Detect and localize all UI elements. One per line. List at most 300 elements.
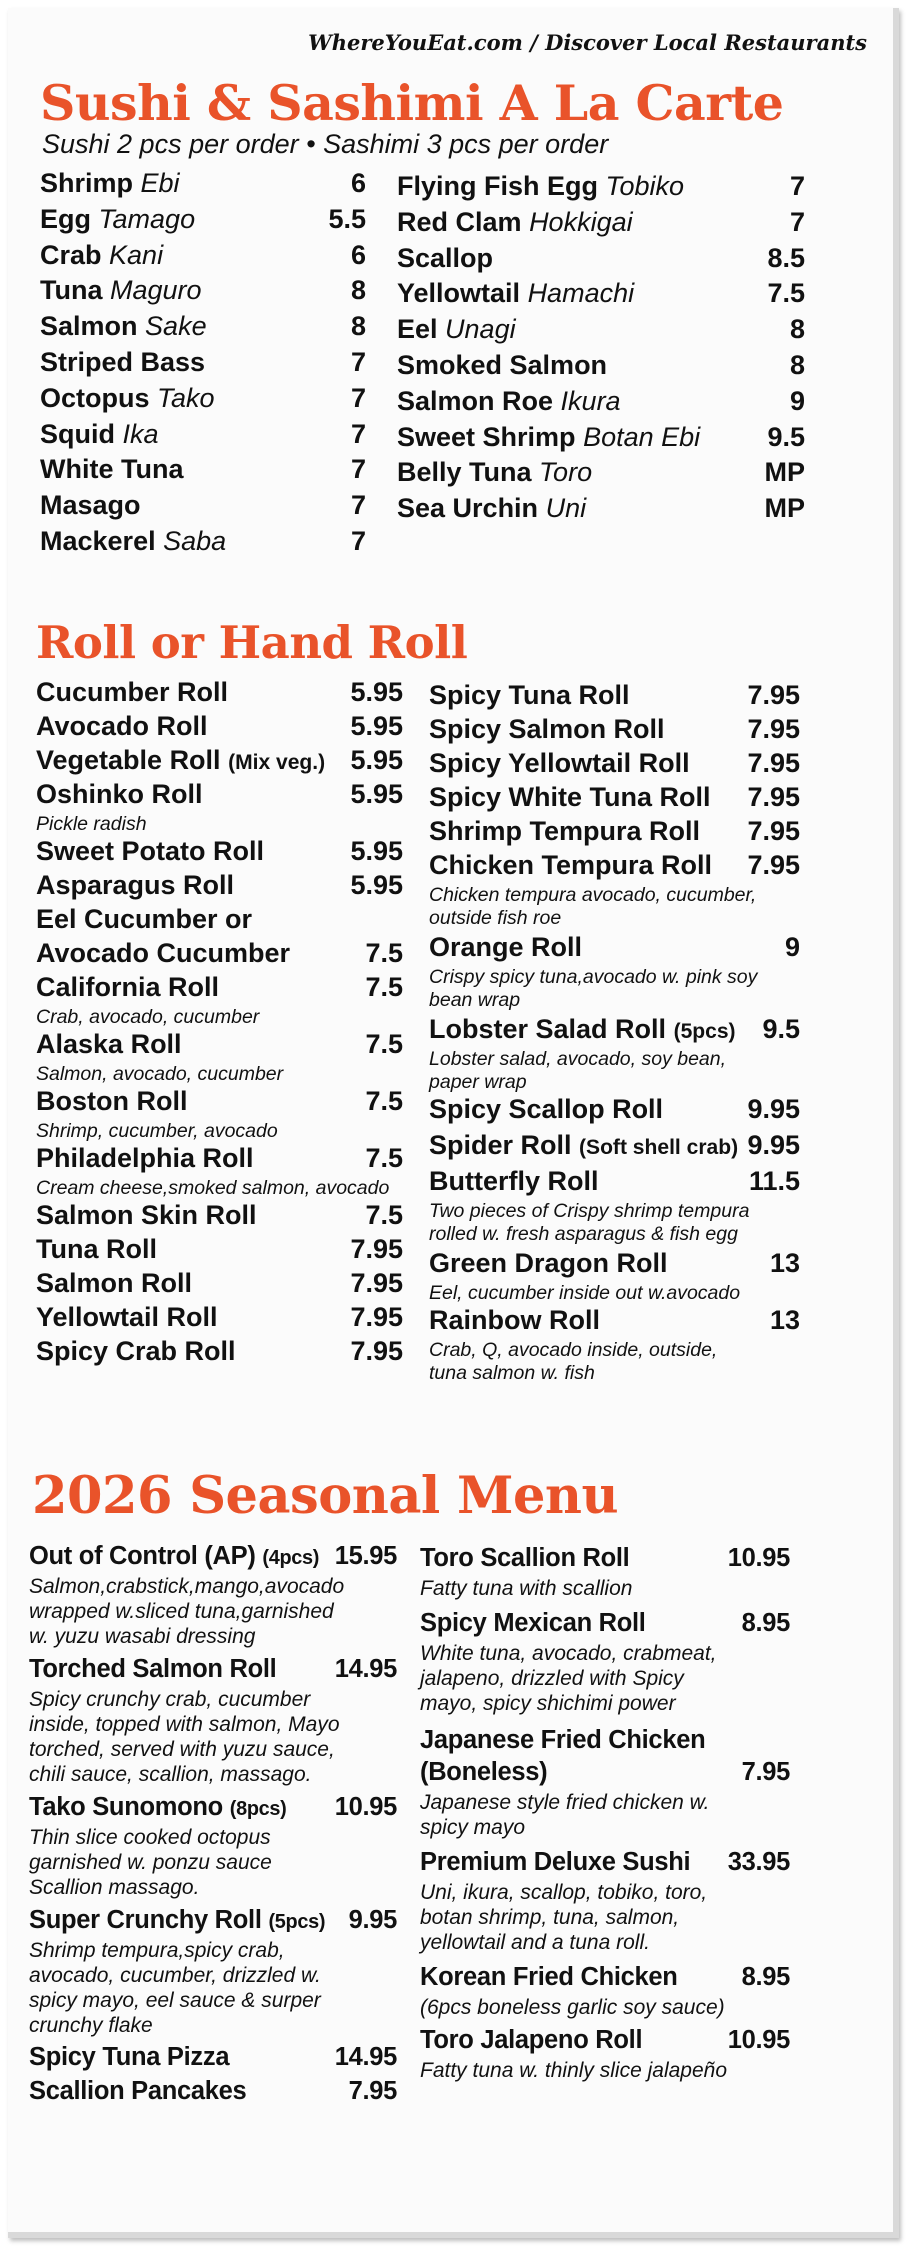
menu-item-name — [429, 1166, 599, 1197]
menu-item — [36, 938, 403, 972]
menu-item — [420, 2026, 790, 2083]
menu-item-price: 5.95 — [350, 779, 403, 809]
menu-item-japanese-name: Tobiko — [605, 171, 685, 201]
menu-item-name-text: Vegetable Roll — [36, 745, 221, 775]
menu-item-name-text: Crab — [40, 239, 102, 270]
menu-item — [40, 240, 366, 276]
menu-item-name-text: Shrimp Tempura Roll — [429, 816, 701, 846]
menu-item — [40, 454, 366, 490]
menu-item-name-text: Tuna Roll — [36, 1234, 157, 1264]
menu-item — [397, 422, 805, 458]
menu-item-name-text: Japanese Fried Chicken — [420, 1726, 706, 1754]
menu-item-row — [397, 493, 805, 529]
menu-item-name — [420, 1758, 547, 1787]
menu-item-name-text: Eel Cucumber or — [36, 904, 253, 934]
menu-item-name — [429, 680, 630, 711]
menu-item-note: (5pcs) — [268, 1911, 326, 1933]
menu-item-price: 9.95 — [747, 1130, 800, 1160]
menu-item-row — [29, 2077, 397, 2109]
menu-item — [429, 782, 800, 816]
menu-item-row — [40, 204, 366, 240]
menu-item-price: 8 — [789, 349, 805, 380]
menu-item — [429, 816, 800, 850]
menu-item-name — [40, 383, 215, 414]
menu-item-name-text: Egg — [40, 203, 91, 234]
menu-item-japanese-name: Botan Ebi — [583, 421, 701, 452]
menu-item-row — [420, 1609, 790, 1641]
menu-item-row — [36, 1268, 403, 1302]
menu-item-japanese-name: Ebi — [140, 168, 180, 198]
menu-item-japanese-name: Saba — [163, 525, 227, 556]
menu-item — [36, 1302, 403, 1336]
menu-item-name-text: Spicy Mexican Roll — [420, 1609, 646, 1637]
menu-item-row — [429, 748, 800, 782]
menu-item-row — [36, 904, 403, 938]
menu-item-row — [420, 2026, 790, 2058]
menu-item-name — [36, 972, 219, 1003]
menu-item — [36, 1336, 403, 1370]
menu-item — [40, 490, 366, 526]
menu-item-name-text: Super Crunchy Roll — [29, 1906, 262, 1934]
menu-item-name — [397, 207, 633, 238]
menu-item-description: jalapeno, drizzled with Spicy — [420, 1667, 684, 1690]
menu-item-row — [40, 526, 366, 562]
menu-item-price: 7.95 — [747, 782, 800, 812]
menu-item-description: tuna salmon w. fish — [429, 1362, 595, 1384]
menu-item-price: 7 — [350, 525, 366, 556]
menu-item-description: Salmon, avocado, cucumber — [36, 1063, 284, 1085]
menu-item — [397, 457, 805, 493]
menu-item-row — [36, 1234, 403, 1268]
menu-item-name-text: Yellowtail Roll — [36, 1302, 218, 1332]
menu-item-name — [397, 278, 634, 309]
menu-item-name — [36, 1336, 236, 1367]
menu-item-name — [429, 1094, 663, 1125]
menu-item-name-text: Spicy Salmon Roll — [429, 714, 665, 744]
menu-item — [429, 932, 800, 1012]
menu-item-row — [40, 383, 366, 419]
menu-item-price: 5.95 — [350, 870, 403, 900]
menu-item-row — [420, 1848, 790, 1880]
menu-item-name — [36, 904, 252, 935]
menu-item-name-text: White Tuna — [40, 454, 184, 485]
menu-item-price: 7.95 — [747, 850, 800, 880]
menu-item-price: 10.95 — [727, 2026, 790, 2054]
menu-item-price: 9.5 — [767, 421, 805, 452]
menu-item-japanese-name: Ikura — [560, 385, 621, 416]
sushi-sashimi-title: Sushi & Sashimi A La Carte — [40, 74, 784, 132]
menu-item — [36, 745, 403, 779]
menu-item-price: 7.95 — [350, 1336, 403, 1366]
menu-item-row — [397, 386, 805, 422]
menu-item-name — [429, 1014, 736, 1045]
menu-item — [429, 1014, 800, 1094]
menu-item-name — [29, 1655, 276, 1684]
menu-item-row — [29, 1655, 397, 1687]
roll-list-right — [429, 680, 800, 1385]
menu-item-row — [40, 240, 366, 276]
menu-item-price: MP — [764, 457, 805, 488]
menu-item-name — [420, 1544, 629, 1573]
menu-item-row — [29, 1793, 397, 1825]
menu-item — [429, 1305, 800, 1385]
menu-item — [36, 1234, 403, 1268]
menu-item-row — [397, 171, 805, 207]
menu-item — [40, 168, 366, 204]
menu-item-price: 7.5 — [365, 1200, 403, 1230]
menu-item-name — [40, 526, 226, 557]
menu-item-description: bean wrap — [429, 989, 521, 1011]
menu-item-price: 7.5 — [365, 1143, 403, 1173]
menu-item-name-text: Mackerel — [40, 525, 156, 556]
menu-item-price: 15.95 — [334, 1542, 397, 1570]
menu-item-description: Thin slice cooked octopus — [29, 1826, 271, 1849]
menu-item — [420, 1848, 790, 1955]
menu-item-name — [36, 677, 228, 708]
menu-item-price: 10.95 — [727, 1544, 790, 1572]
menu-item-row — [29, 1542, 397, 1574]
menu-item-name-text: Striped Bass — [40, 346, 206, 377]
menu-item-row — [429, 932, 800, 966]
menu-item-price: 9 — [789, 385, 805, 416]
menu-item-price: 7.5 — [365, 1029, 403, 1059]
menu-item-description: yellowtail and a tuna roll. — [420, 1931, 650, 1954]
menu-item — [397, 278, 805, 314]
menu-item-price: 14.95 — [334, 2043, 397, 2071]
menu-item-note: (5pcs) — [673, 1020, 736, 1043]
menu-item-name-text: Korean Fried Chicken — [420, 1963, 678, 1991]
menu-item-name-text: Sea Urchin — [397, 493, 539, 524]
menu-item — [420, 1544, 790, 1601]
menu-item-description: Japanese style fried chicken w. — [420, 1791, 710, 1814]
menu-item-name — [429, 932, 582, 963]
menu-item-name — [36, 870, 234, 901]
menu-item-row — [36, 1336, 403, 1370]
menu-item-price: 7.95 — [747, 680, 800, 710]
menu-item-description: botan shrimp, tuna, salmon, — [420, 1906, 680, 1929]
menu-item — [397, 386, 805, 422]
menu-item — [397, 171, 805, 207]
menu-item-row — [429, 782, 800, 816]
menu-item-row — [429, 1305, 800, 1339]
menu-item-description: paper wrap — [429, 1071, 527, 1093]
menu-item — [429, 1130, 800, 1164]
menu-item-price: 7.5 — [365, 972, 403, 1002]
menu-item — [40, 526, 366, 562]
menu-item-name — [429, 1305, 600, 1336]
menu-item-note: (Soft shell crab) — [579, 1136, 739, 1159]
menu-item-price: 7.95 — [348, 2077, 397, 2105]
menu-item-name-text: Chicken Tempura Roll — [429, 850, 713, 880]
menu-item-price: 7.95 — [350, 1234, 403, 1264]
menu-item-row — [36, 745, 403, 779]
menu-item-price: 8 — [350, 275, 366, 306]
menu-item-name — [397, 457, 592, 488]
menu-item-name-text: (Boneless) — [420, 1758, 548, 1786]
menu-item-name-text: Boston Roll — [36, 1086, 188, 1116]
menu-item-name-text: Spicy Tuna Pizza — [29, 2043, 230, 2071]
menu-item-description: Salmon,crabstick,mango,avocado — [29, 1575, 345, 1598]
menu-item-price: 5.95 — [350, 677, 403, 707]
menu-item-description: Two pieces of Crispy shrimp tempura — [429, 1200, 750, 1222]
menu-item-row — [420, 1758, 790, 1790]
menu-item-row — [36, 1302, 403, 1336]
menu-item-price: 7 — [789, 206, 805, 237]
menu-item-row — [40, 419, 366, 455]
menu-item-description: Eel, cucumber inside out w.avocado — [429, 1282, 741, 1304]
menu-item-name — [420, 1726, 705, 1755]
menu-item-description: rolled w. fresh asparagus & fish egg — [429, 1223, 738, 1245]
menu-item-name-text: Cucumber Roll — [36, 677, 229, 707]
sushi-list-right — [397, 171, 805, 529]
menu-item-row — [397, 243, 805, 279]
menu-item-description: White tuna, avocado, crabmeat, — [420, 1642, 717, 1665]
menu-item-name-text: Shrimp — [40, 168, 134, 198]
menu-item-price: 7.95 — [741, 1758, 790, 1786]
menu-item-row — [36, 1200, 403, 1234]
menu-item — [420, 1758, 790, 1840]
menu-item-row — [420, 1726, 790, 1758]
menu-item — [40, 419, 366, 455]
menu-item-description: chili sauce, scallion, massago. — [29, 1763, 312, 1786]
menu-item-name — [397, 386, 621, 417]
menu-item-japanese-name: Kani — [109, 239, 164, 270]
menu-item-description: spicy mayo, eel sauce & surper — [29, 1989, 321, 2012]
menu-item-name — [429, 816, 700, 847]
menu-item-row — [36, 779, 403, 813]
menu-item — [420, 1963, 790, 2020]
menu-item-row — [397, 457, 805, 493]
menu-item-name-text: Premium Deluxe Sushi — [420, 1848, 691, 1876]
menu-item-price: 7.5 — [365, 938, 403, 968]
menu-item-row — [36, 938, 403, 972]
menu-item-name-text: Avocado Roll — [36, 711, 208, 741]
menu-item-price: 8 — [350, 311, 366, 342]
menu-item — [40, 275, 366, 311]
menu-item-name — [36, 938, 290, 969]
menu-item-name — [40, 419, 159, 450]
menu-item-name — [397, 314, 516, 345]
menu-item-row — [429, 816, 800, 850]
watermark: WhereYouEat.com / Discover Local Restaurants — [308, 30, 867, 55]
menu-item-price: 8.95 — [741, 1609, 790, 1637]
menu-item-name-text: Belly Tuna — [397, 457, 532, 488]
menu-item-price: 7.95 — [747, 748, 800, 778]
menu-item-name-text: Scallion Pancakes — [29, 2077, 247, 2105]
seasonal-list-right — [420, 1544, 790, 2083]
menu-item-row — [36, 972, 403, 1006]
menu-item — [29, 1542, 397, 1649]
menu-item-row — [397, 314, 805, 350]
menu-item-name — [420, 1609, 646, 1638]
menu-item-description: avocado, cucumber, drizzled w. — [29, 1964, 321, 1987]
menu-item-price: 6 — [350, 239, 366, 270]
menu-item-name-text: Oshinko Roll — [36, 779, 203, 809]
menu-item-row — [40, 311, 366, 347]
menu-item-row — [397, 422, 805, 458]
menu-item-name-text: Spicy White Tuna Roll — [429, 782, 711, 812]
menu-item-name-text: Eel — [397, 314, 438, 345]
menu-item-description: torched, served with yuzu sauce, — [29, 1738, 335, 1761]
menu-item-name-text: Salmon Roll — [36, 1268, 193, 1298]
menu-item — [429, 1094, 800, 1128]
menu-item — [36, 1029, 403, 1086]
menu-item-description: Crab, avocado, cucumber — [36, 1006, 260, 1028]
menu-item-row — [40, 347, 366, 383]
menu-item-row — [29, 2043, 397, 2075]
menu-item — [36, 1268, 403, 1302]
menu-item — [36, 1200, 403, 1234]
menu-item-japanese-name: Unagi — [445, 314, 516, 345]
menu-item-description: outside fish roe — [429, 907, 562, 929]
menu-item-price: 7.5 — [767, 278, 805, 309]
menu-item-row — [429, 850, 800, 884]
menu-item-price: 33.95 — [727, 1848, 790, 1876]
menu-item-description: garnished w. ponzu sauce — [29, 1851, 272, 1874]
menu-item-description: Scallion massago. — [29, 1876, 200, 1899]
menu-item-name — [397, 171, 684, 202]
menu-item-name-text: Spicy Crab Roll — [36, 1336, 236, 1366]
menu-item-name-text: Sweet Shrimp — [397, 421, 576, 452]
menu-item-japanese-name: Hokkigai — [529, 206, 633, 237]
menu-item-name — [40, 240, 163, 271]
menu-item-name-text: Tako Sunomono — [29, 1793, 223, 1821]
menu-item-name-text: Butterfly Roll — [429, 1166, 599, 1196]
menu-item-price: 9.95 — [348, 1906, 397, 1934]
menu-item — [29, 2077, 397, 2109]
menu-item-row — [29, 1906, 397, 1938]
menu-item-japanese-name: Sake — [145, 311, 207, 342]
menu-item-price: 7.95 — [747, 714, 800, 744]
menu-item — [36, 1086, 403, 1143]
menu-item-name-text: Toro Jalapeno Roll — [420, 2026, 643, 2054]
menu-item-price: 9.5 — [762, 1014, 800, 1044]
menu-item-description: Shrimp tempura,spicy crab, — [29, 1939, 285, 1962]
menu-item-name — [29, 1906, 325, 1935]
menu-item-price: 7.5 — [365, 1086, 403, 1116]
menu-item-price: 5.95 — [350, 711, 403, 741]
menu-item-price: 14.95 — [334, 1655, 397, 1683]
menu-item-price: 9.95 — [747, 1094, 800, 1124]
menu-item — [429, 850, 800, 930]
menu-item — [420, 1726, 790, 1758]
menu-item-name — [420, 1848, 690, 1877]
menu-item-description: Shrimp, cucumber, avocado — [36, 1120, 278, 1142]
menu-item-row — [429, 1166, 800, 1200]
menu-item-name-text: Octopus — [40, 382, 150, 413]
menu-item-description: Fatty tuna with scallion — [420, 1577, 633, 1600]
menu-item — [40, 311, 366, 347]
menu-item-row — [36, 1143, 403, 1177]
menu-item-name — [397, 493, 586, 524]
menu-item-name — [429, 850, 712, 881]
menu-item-name-text: Salmon Skin Roll — [36, 1200, 257, 1230]
menu-item-description: Chicken tempura avocado, cucumber, — [429, 884, 757, 906]
menu-item-row — [36, 870, 403, 904]
menu-item-name — [29, 2077, 246, 2106]
menu-item-name-text: Spicy Tuna Roll — [429, 680, 630, 710]
menu-item-name-text: Spider Roll — [429, 1130, 572, 1160]
menu-item-description: Spicy crunchy crab, cucumber — [29, 1688, 311, 1711]
menu-item-price: 13 — [769, 1305, 800, 1335]
menu-item-row — [40, 168, 366, 204]
menu-item-row — [40, 275, 366, 311]
menu-item — [36, 870, 403, 904]
roll-list-left — [36, 677, 403, 1370]
menu-item-price: 5.95 — [350, 745, 403, 775]
menu-item-name — [40, 454, 183, 485]
menu-item — [397, 350, 805, 386]
menu-item-name — [36, 1200, 257, 1231]
menu-item-price: 9 — [784, 932, 800, 962]
menu-item-description: Uni, ikura, scallop, tobiko, toro, — [420, 1881, 708, 1904]
menu-item-price: 7 — [789, 171, 805, 201]
menu-item-name — [36, 779, 203, 810]
menu-item — [36, 1143, 403, 1200]
menu-item-name-text: Salmon — [40, 311, 138, 342]
menu-item-japanese-name: Hamachi — [527, 278, 635, 309]
menu-item-price: 7 — [350, 454, 366, 485]
menu-item-row — [420, 1963, 790, 1995]
menu-item-description: w. yuzu wasabi dressing — [29, 1625, 256, 1648]
menu-item-row — [429, 1094, 800, 1128]
menu-item-description: crunchy flake — [29, 2014, 153, 2037]
menu-item — [29, 1906, 397, 2038]
menu-item-name — [29, 2043, 229, 2072]
menu-item-description: Crab, Q, avocado inside, outside, — [429, 1339, 718, 1361]
menu-item-name-text: Avocado Cucumber — [36, 938, 291, 968]
menu-item-name — [397, 350, 607, 381]
menu-item-row — [40, 454, 366, 490]
menu-item-name-text: Red Clam — [397, 206, 522, 237]
menu-item-price: 6 — [350, 168, 366, 198]
menu-item — [36, 711, 403, 745]
menu-item-name — [36, 745, 325, 776]
menu-item-name — [40, 168, 180, 199]
menu-item-price: 8.95 — [741, 1963, 790, 1991]
menu-item-name-text: California Roll — [36, 972, 220, 1002]
menu-item-name — [429, 714, 665, 745]
menu-item — [429, 714, 800, 748]
menu-item-note: (Mix veg.) — [228, 751, 326, 774]
menu-item-name-text: Orange Roll — [429, 932, 583, 962]
menu-item-name-text: Alaska Roll — [36, 1029, 182, 1059]
menu-item-name — [29, 1793, 287, 1822]
menu-item-price: 8 — [789, 314, 805, 345]
menu-item-name-text: Salmon Roe — [397, 385, 554, 416]
menu-item-note: (4pcs) — [262, 1547, 320, 1569]
menu-item — [29, 2043, 397, 2075]
menu-item-row — [429, 680, 800, 714]
menu-item-name — [29, 1542, 319, 1571]
menu-item-name-text: Asparagus Roll — [36, 870, 235, 900]
menu-item-name — [36, 1029, 182, 1060]
menu-item-description: Crispy spicy tuna,avocado w. pink soy — [429, 966, 758, 988]
menu-item-price: 7 — [350, 346, 366, 377]
menu-item-row — [397, 278, 805, 314]
menu-item-description: inside, topped with salmon, Mayo — [29, 1713, 340, 1736]
menu-item-row — [36, 677, 403, 711]
menu-item — [36, 779, 403, 836]
menu-item-name-text: Out of Control (AP) — [29, 1542, 256, 1570]
menu-item-name — [429, 782, 711, 813]
menu-item-name-text: Squid — [40, 418, 115, 449]
menu-item-japanese-name: Tamago — [98, 203, 196, 234]
menu-item — [29, 1655, 397, 1787]
menu-item-name-text: Spicy Yellowtail Roll — [429, 748, 690, 778]
menu-item-japanese-name: Maguro — [110, 275, 202, 306]
menu-item-name — [429, 1130, 738, 1161]
